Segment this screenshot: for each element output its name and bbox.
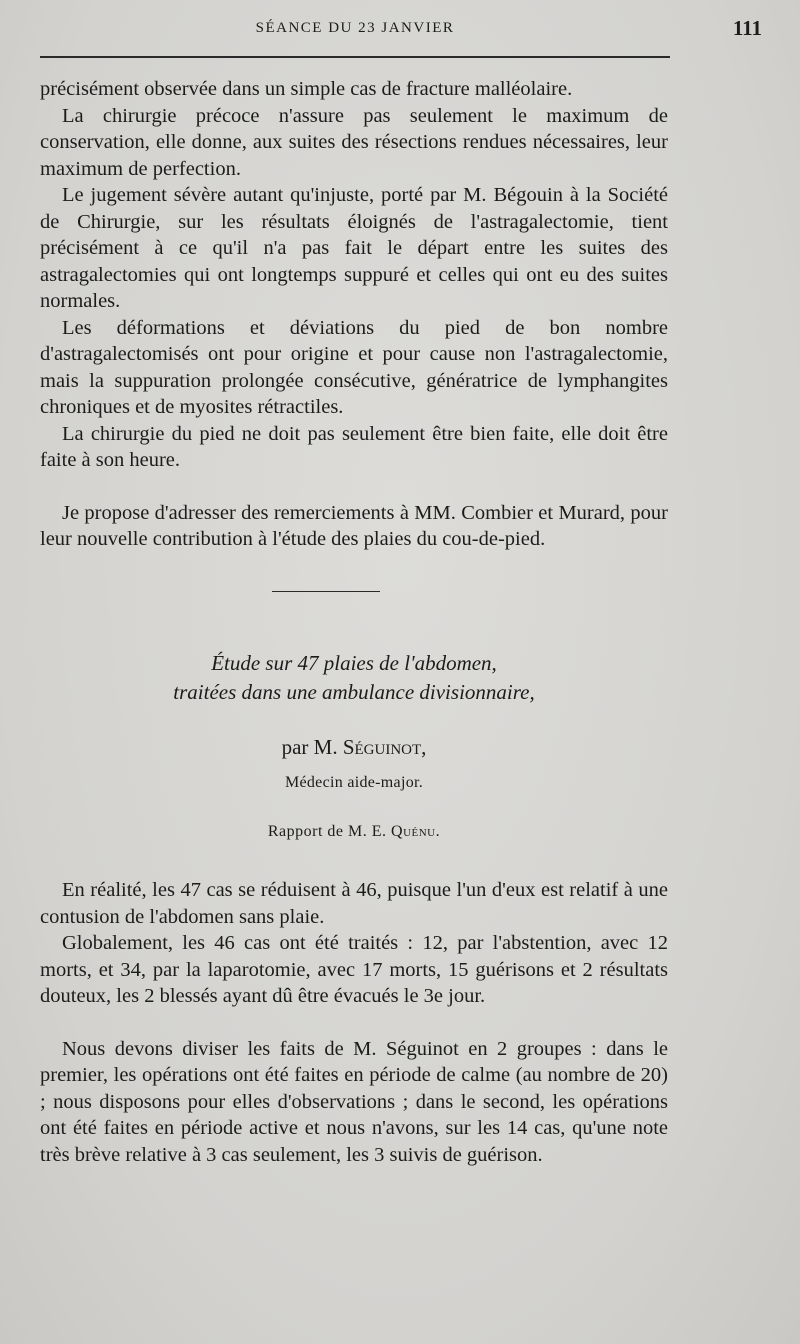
paragraph: La chirurgie du pied ne doit pas seulement être bien faite, elle doit être faite à son heure. xyxy=(40,422,668,471)
paragraph: En réalité, les 47 cas se réduisent à 46, puisque l'un d'eux est relatif à une contusion de l'abdomen sans plaie. xyxy=(40,879,668,928)
report-body xyxy=(40,877,668,1168)
closing-paragraph: Je propose d'adresser des remerciements à MM. Combier et Murard, pour leur nouvelle contribution à l'étude des plaies du cou-de-pied. xyxy=(40,501,668,550)
paragraph: Le jugement sévère autant qu'injuste, porté par M. Bégouin à la Société de Chirurgie, sur les résultats éloignés de l'astragalectomie, tient précisément à ce qu'il n'a pas fait le départ entre les suites des astragalectomies qui ont longtemps suppuré et celles qui ont eu des suites normales. xyxy=(40,184,668,312)
running-title: SÉANCE DU 23 JANVIER xyxy=(255,20,455,36)
reporter-name: Quénu. xyxy=(391,822,441,840)
page-header xyxy=(40,16,762,46)
paragraph: Globalement, les 46 cas ont été traités : 12, par l'abstention, avec 12 morts, et 34, par la laparotomie, avec 17 morts, 15 guérisons et 2 résultats douteux, les 2 blessés ayant dû être évacués le 3e jour. xyxy=(40,932,668,1007)
spacer xyxy=(40,474,668,500)
spacer xyxy=(40,1010,668,1036)
author-name: Séguinot, xyxy=(342,734,427,759)
paragraph: précisément observée dans un simple cas de fracture malléolaire. xyxy=(40,78,573,100)
paragraph: Les déformations et déviations du pied de bon nombre d'astragalectomisés ont pour origine et pour cause non l'astragalectomie, mais la suppuration prolongée consécutive, génératrice de lymphangites chroniques et de myosites rétractiles. xyxy=(40,316,668,418)
author-role: Médecin aide-major. xyxy=(284,774,424,791)
article-title xyxy=(40,649,668,707)
article-author xyxy=(40,734,668,761)
header-rule xyxy=(40,56,670,58)
paragraph: La chirurgie précoce n'assure pas seulement le maximum de conservation, elle donne, aux suites des résections rendues nécessaires, leur maximum de perfection. xyxy=(40,104,668,180)
article-title-line: Étude sur 47 plaies de l'abdomen, xyxy=(211,650,497,675)
author-prefix: par M. xyxy=(281,734,338,759)
paragraph: Nous devons diviser les faits de M. Séguinot en 2 groupes : dans le premier, les opérations ont été faites en période de calme (au nombre de 20) ; nous disposons pour elles d'observations ; dans le second, les opérations ont été faites en période active et nous n'avons, sur les 14 cas, qu'une note très brève relative à 3 cas seulement, les 3 suivis de guérison. xyxy=(40,1037,668,1166)
page-number: 111 xyxy=(732,16,762,40)
section-divider xyxy=(272,591,380,592)
report-prefix: Rapport de M. E. xyxy=(267,822,387,840)
page-body xyxy=(40,76,668,1168)
report-line xyxy=(40,819,668,846)
article-title-line: traitées dans une ambulance divisionnaire, xyxy=(173,679,535,704)
